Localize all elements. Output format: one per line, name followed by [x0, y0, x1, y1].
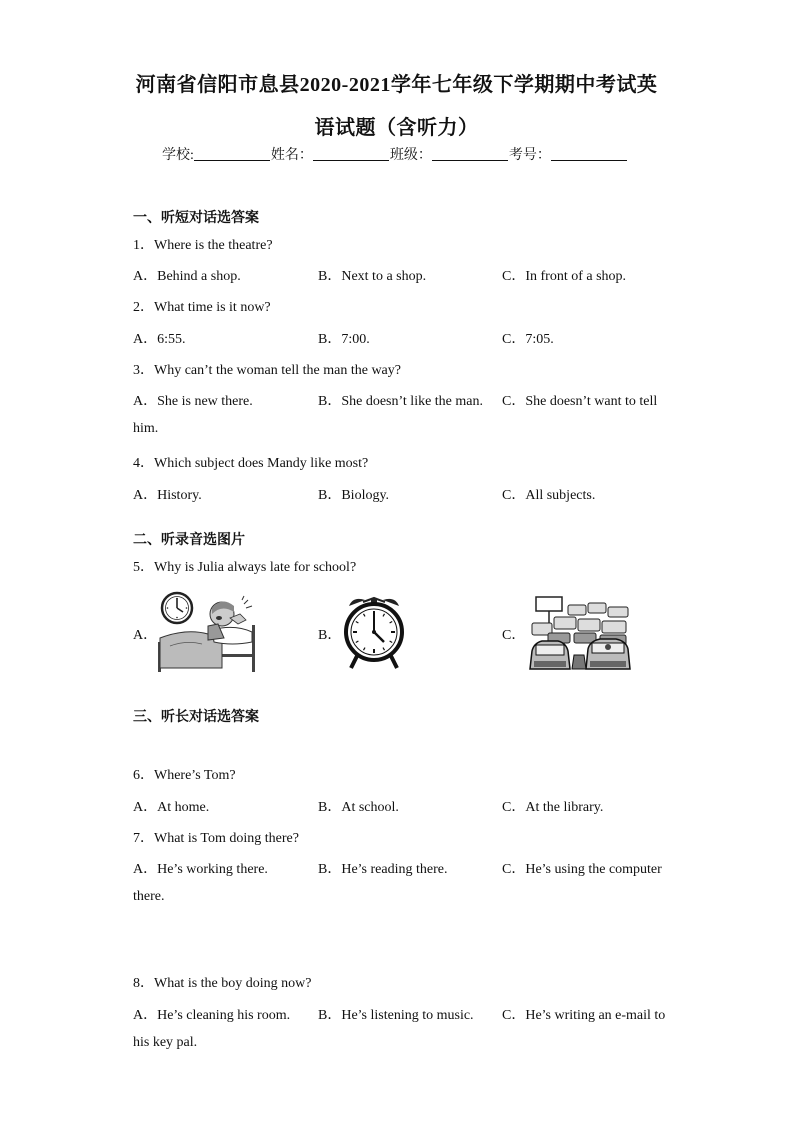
q7-option-c[interactable]: C．He’s using the computer: [502, 862, 662, 877]
question-3: 3．Why can’t the woman tell the man the way?: [133, 363, 401, 378]
school-label: 学校:: [162, 148, 194, 163]
q5-option-b[interactable]: B．: [318, 628, 342, 643]
q3-option-c-continued: him.: [133, 421, 159, 436]
q5-option-a[interactable]: A．: [133, 628, 158, 643]
q6-option-a[interactable]: A．At home.: [133, 800, 210, 815]
question-6: 6．Where’s Tom?: [133, 768, 236, 783]
sleeping-girl-clock-picture[interactable]: [156, 590, 260, 672]
q8-option-b[interactable]: B．He’s listening to music.: [318, 1008, 474, 1023]
q2-option-b[interactable]: B．7:00.: [318, 332, 370, 347]
page-title-line-2: 语试题（含听力）: [314, 117, 479, 139]
section-heading-2: 二、听录音选图片: [133, 532, 245, 548]
section-heading-1: 一、听短对话选答案: [133, 210, 259, 226]
q4-option-c[interactable]: C．All subjects.: [502, 488, 596, 503]
q8-option-c[interactable]: C．He’s writing an e-mail to: [502, 1008, 666, 1023]
q1-option-b[interactable]: B．Next to a shop.: [318, 269, 427, 284]
q1-option-a[interactable]: A．Behind a shop.: [133, 269, 241, 284]
q5-option-c[interactable]: C．: [502, 628, 526, 643]
page-title-line-1: 河南省信阳市息县2020-2021学年七年级下学期期中考试英: [135, 74, 658, 96]
question-5: 5．Why is Julia always late for school?: [133, 560, 357, 575]
number-label: 考号：: [508, 148, 551, 163]
school-blank[interactable]: [194, 146, 270, 161]
section-heading-3: 三、听长对话选答案: [133, 709, 259, 725]
q7-option-a[interactable]: A．He’s working there.: [133, 862, 268, 877]
q4-option-a[interactable]: A．History.: [133, 488, 202, 503]
question-4: 4．Which subject does Mandy like most?: [133, 456, 369, 471]
q3-option-a[interactable]: A．She is new there.: [133, 394, 253, 409]
alarm-clock-picture[interactable]: [343, 594, 405, 672]
q7-option-c-continued: there.: [133, 889, 165, 904]
student-info-line: [162, 144, 628, 164]
question-8: 8．What is the boy doing now?: [133, 976, 312, 991]
q3-option-c[interactable]: C．She doesn’t want to tell: [502, 394, 658, 409]
q8-option-a[interactable]: A．He’s cleaning his room.: [133, 1008, 291, 1023]
question-2: 2．What time is it now?: [133, 300, 271, 315]
q2-option-c[interactable]: C．7:05.: [502, 332, 554, 347]
q2-option-a[interactable]: A．6:55.: [133, 332, 186, 347]
q8-option-c-continued: his key pal.: [133, 1035, 198, 1050]
name-blank[interactable]: [313, 146, 389, 161]
q6-option-c[interactable]: C．At the library.: [502, 800, 604, 815]
name-label: 姓名：: [270, 148, 313, 163]
number-blank[interactable]: [551, 146, 627, 161]
traffic-jam-picture[interactable]: [528, 595, 632, 672]
class-label: 班级：: [389, 148, 432, 163]
class-blank[interactable]: [432, 146, 508, 161]
question-7: 7．What is Tom doing there?: [133, 831, 299, 846]
q4-option-b[interactable]: B．Biology.: [318, 488, 390, 503]
q3-option-b[interactable]: B．She doesn’t like the man.: [318, 394, 483, 409]
q7-option-b[interactable]: B．He’s reading there.: [318, 862, 448, 877]
question-1: 1．Where is the theatre?: [133, 238, 273, 253]
q6-option-b[interactable]: B．At school.: [318, 800, 399, 815]
q1-option-c[interactable]: C．In front of a shop.: [502, 269, 627, 284]
